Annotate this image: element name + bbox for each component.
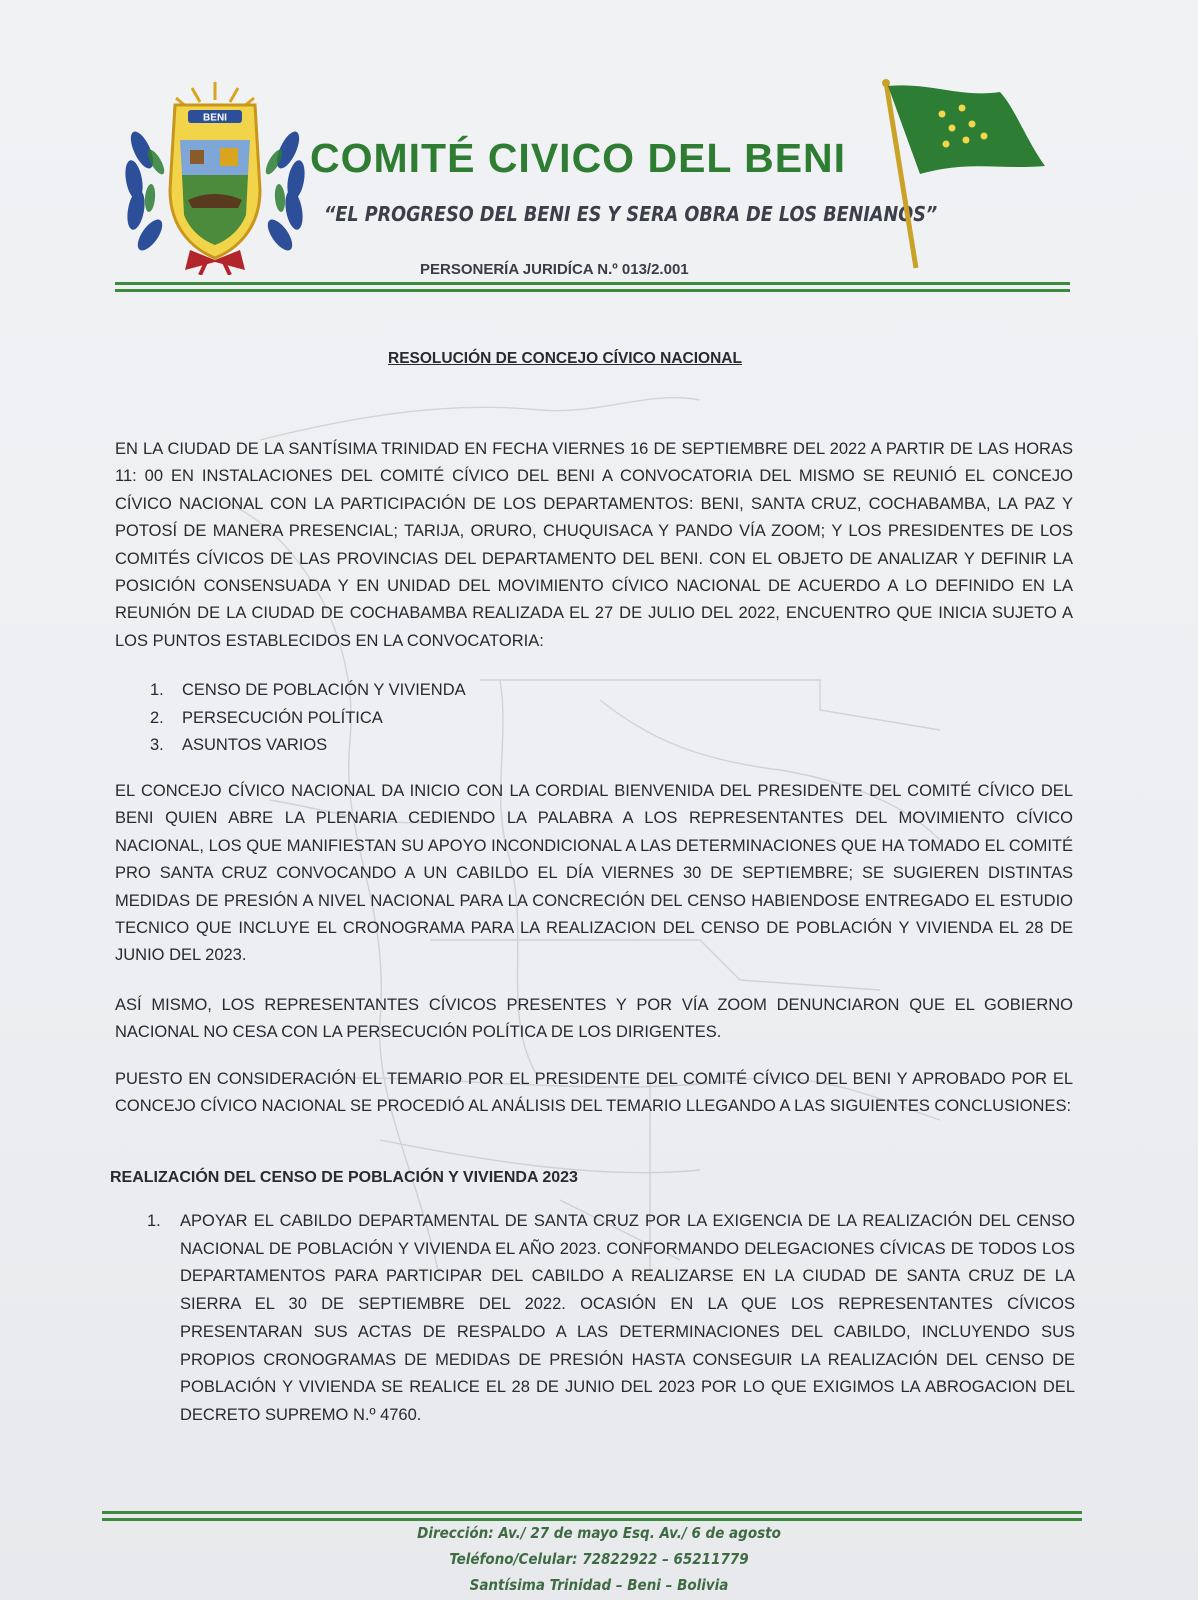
footer-phone: Teléfono/Celular: 72822922 – 65211779 <box>449 1550 749 1568</box>
section-heading: REALIZACIÓN DEL CENSO DE POBLACIÓN Y VIVIENDA 2023 <box>110 1169 578 1186</box>
footer-address: Dirección: Av./ 27 de mayo Esq. Av./ 6 de agosto <box>417 1524 781 1542</box>
footer-city: Santísima Trinidad – Beni – Bolivia <box>469 1576 729 1594</box>
agenda-item <box>150 732 466 760</box>
header-rule-top <box>115 282 1070 285</box>
org-motto: “EL PROGRESO DEL BENI ES Y SERA OBRA DE LOS BENIANOS” <box>324 202 938 226</box>
header-rule-bottom <box>115 289 1070 292</box>
legal-registration: PERSONERÍA JURIDÍCA N.º 013/2.001 <box>420 261 689 278</box>
agenda-list <box>150 677 466 760</box>
crest-label: BENI <box>203 112 227 124</box>
persecution-paragraph: ASÍ MISMO, LOS REPRESENTANTES CÍVICOS PRESENTES Y POR VÍA ZOOM DENUNCIARON QUE EL GOBIERNO NACIONAL NO CESA CON LA PERSECUCIÓN POLÍTICA DE LOS DIRIGENTES. <box>115 996 1073 1042</box>
resolution-number: 1. <box>147 1212 161 1230</box>
agenda-item <box>150 705 466 733</box>
org-name: COMITÉ CIVICO DEL BENI <box>310 135 847 181</box>
beni-crest-icon <box>120 80 310 275</box>
document-title: RESOLUCIÓN DE CONCEJO CÍVICO NACIONAL <box>388 350 742 367</box>
agenda-text: ASUNTOS VARIOS <box>182 736 328 754</box>
resolution-text: APOYAR EL CABILDO DEPARTAMENTAL DE SANTA CRUZ POR LA EXIGENCIA DE LA REALIZACIÓN DEL CENSO NACIONAL DE POBLACIÓN Y VIVIENDA EL AÑO 2023. CONFORMANDO DELEGACIONES CÍVICAS DE TODOS LOS DEPARTAMENTOS PARA PARTICIPAR DEL CABILDO A REALIZARSE EN LA CIUDAD DE SANTA CRUZ DE LA SIERRA EL 30 DE SEPTIEMBRE DEL 2022. OCASIÓN EN LA QUE LOS REPRESENTANTES CÍVICOS PRESENTARAN SUS ACTAS DE RESPALDO A LAS DETERMINACIONES DEL CABILDO, INCLUYENDO SUS PROPIOS CRONOGRAMAS DE MEDIDAS DE PRESIÓN HASTA CONSEGUIR LA REALIZACIÓN DEL CENSO DE POBLACIÓN Y VIVIENDA SE REALICE EL 28 DE JUNIO DEL 2023 POR LO QUE EXIGIMOS LA ABROGACION DEL DECRETO SUPREMO N.º 4760. <box>180 1212 1075 1424</box>
agenda-number: 2. <box>150 708 164 727</box>
agenda-text: CENSO DE POBLACIÓN Y VIVIENDA <box>182 681 466 699</box>
beni-flag-icon <box>880 78 1060 273</box>
footer-rule-bottom <box>102 1518 1082 1521</box>
agenda-text: PERSECUCIÓN POLÍTICA <box>182 708 383 727</box>
agenda-number: 1. <box>150 681 164 699</box>
intro-paragraph: EN LA CIUDAD DE LA SANTÍSIMA TRINIDAD EN FECHA VIERNES 16 DE SEPTIEMBRE DEL 2022 A PARTIR DE LAS HORAS 11: 00 EN INSTALACIONES DEL COMITÉ CÍVICO DEL BENI A CONVOCATORIA DEL MISMO SE REUNIÓ EL CONCEJO CÍVICO NACIONAL CON LA PARTICIPACIÓN DE LOS DEPARTAMENTOS: BENI, SANTA CRUZ, COCHABAMBA, LA PAZ Y POTOSÍ DE MANERA PRESENCIAL; TARIJA, ORURO, CHUQUISACA Y PANDO VÍA ZOOM; Y LOS PRESIDENTES DE LOS COMITÉS CÍVICOS DE LAS PROVINCIAS DEL DEPARTAMENTO DEL BENI. CON EL OBJETO DE ANALIZAR Y DEFINIR LA POSICIÓN CONSENSUADA Y EN UNIDAD DEL MOVIMIENTO CÍVICO NACIONAL DE ACUERDO A LO DEFINIDO EN LA REUNIÓN DE LA CIUDAD DE COCHABAMBA REALIZADA EL 27 DE JULIO DEL 2022, ENCUENTRO QUE INICIA SUJETO A LOS PUNTOS ESTABLECIDOS EN LA CONVOCATORIA: <box>115 440 1073 650</box>
footer-rule-top <box>102 1511 1082 1514</box>
agenda-approval-paragraph: PUESTO EN CONSIDERACIÓN EL TEMARIO POR EL PRESIDENTE DEL COMITÉ CÍVICO DEL BENI Y APROBADO POR EL CONCEJO CÍVICO NACIONAL SE PROCEDIÓ AL ANÁLISIS DEL TEMARIO LLEGANDO A LAS SIGUIENTES CONCLUSIONES: <box>115 1070 1073 1116</box>
agenda-item <box>150 677 466 705</box>
resolution-item <box>147 1208 1075 1430</box>
agenda-number: 3. <box>150 736 164 754</box>
opening-paragraph: EL CONCEJO CÍVICO NACIONAL DA INICIO CON LA CORDIAL BIENVENIDA DEL PRESIDENTE DEL COMITÉ CÍVICO DEL BENI QUIEN ABRE LA PLENARIA CEDIENDO LA PALABRA A LOS REPRESENTANTES DEL MOVIMIENTO CÍVICO NACIONAL, LOS QUE MANIFIESTAN SU APOYO INCONDICIONAL A LAS DETERMINACIONES QUE HA TOMADO EL COMITÉ PRO SANTA CRUZ CONVOCANDO A UN CABILDO EL DÍA VIERNES 30 DE SEPTIEMBRE; SE SUGIEREN DISTINTAS MEDIDAS DE PRESIÓN A NIVEL NACIONAL PARA LA CONCRECIÓN DEL CENSO HABIENDOSE ENTREGADO EL ESTUDIO TECNICO QUE INCLUYE EL CRONOGRAMA PARA LA REALIZACION DEL CENSO DE POBLACIÓN Y VIVIENDA EL 28 DE JUNIO DEL 2023. <box>115 782 1073 965</box>
